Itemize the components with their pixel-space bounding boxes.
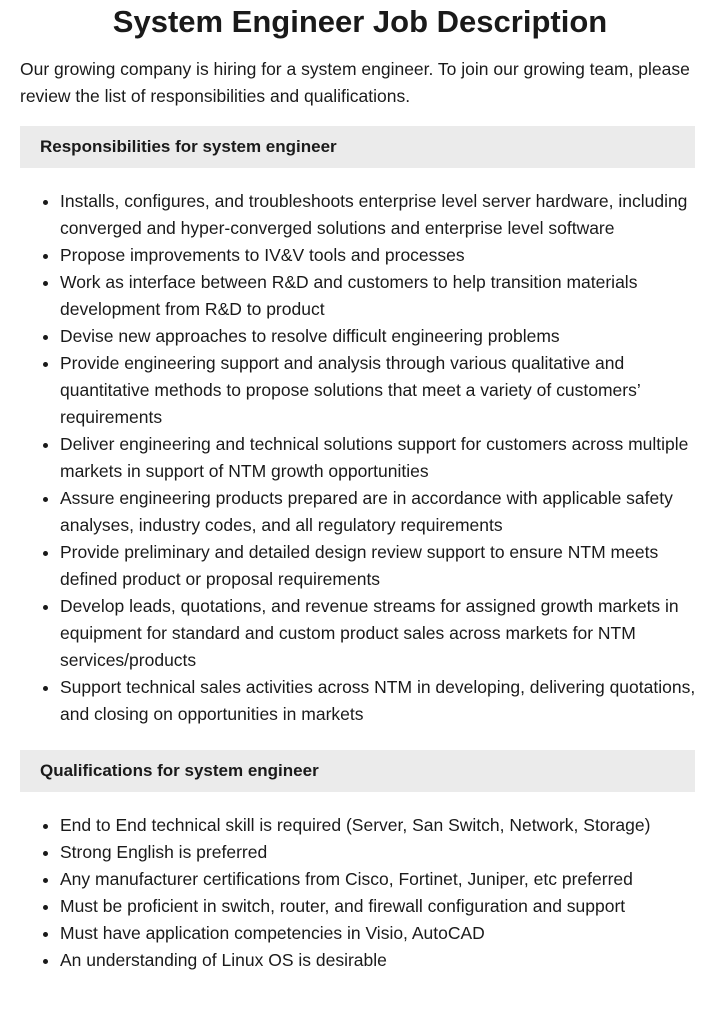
list-item: • Provide preliminary and detailed design review support to ensure NTM meets defined product or proposal requirements bbox=[60, 539, 700, 593]
list-item: • Must be proficient in switch, router, and firewall configuration and support bbox=[60, 893, 700, 920]
list-item: • Support technical sales activities across NTM in developing, delivering quotations, and closing on opportunities in markets bbox=[60, 674, 700, 728]
list-item: • Work as interface between R&D and customers to help transition materials development from R&D to product bbox=[60, 269, 700, 323]
list-item: • Propose improvements to IV&V tools and processes bbox=[60, 242, 700, 269]
list-item: • Installs, configures, and troubleshoots enterprise level server hardware, including converged and hyper-converged solutions and enterprise level software bbox=[60, 188, 700, 242]
list-item: • Devise new approaches to resolve difficult engineering problems bbox=[60, 323, 700, 350]
list-item: • Develop leads, quotations, and revenue streams for assigned growth markets in equipment for standard and custom product sales across markets for NTM services/products bbox=[60, 593, 700, 674]
list-item: • Deliver engineering and technical solutions support for customers across multiple markets in support of NTM growth opportunities bbox=[60, 431, 700, 485]
list-item: • Provide engineering support and analysis through various qualitative and quantitative methods to propose solutions that meet a variety of customers’ requirements bbox=[60, 350, 700, 431]
list-item: • Must have application competencies in Visio, AutoCAD bbox=[60, 920, 700, 947]
list-item: • Assure engineering products prepared are in accordance with applicable safety analyses, industry codes, and all regulatory requirements bbox=[60, 485, 700, 539]
qualifications-heading: Qualifications for system engineer bbox=[20, 750, 695, 792]
list-item: • End to End technical skill is required (Server, San Switch, Network, Storage) bbox=[60, 812, 700, 839]
intro-text: Our growing company is hiring for a system engineer. To join our growing team, please review the list of responsibilities and qualifications. bbox=[20, 59, 690, 106]
list-item: • Any manufacturer certifications from Cisco, Fortinet, Juniper, etc preferred bbox=[60, 866, 700, 893]
responsibilities-list bbox=[20, 188, 700, 728]
list-item: • An understanding of Linux OS is desirable bbox=[60, 947, 700, 974]
qualifications-list bbox=[20, 812, 700, 974]
page-title: System Engineer Job Description bbox=[112, 4, 608, 39]
responsibilities-heading: Responsibilities for system engineer bbox=[20, 126, 695, 168]
list-item: • Strong English is preferred bbox=[60, 839, 700, 866]
